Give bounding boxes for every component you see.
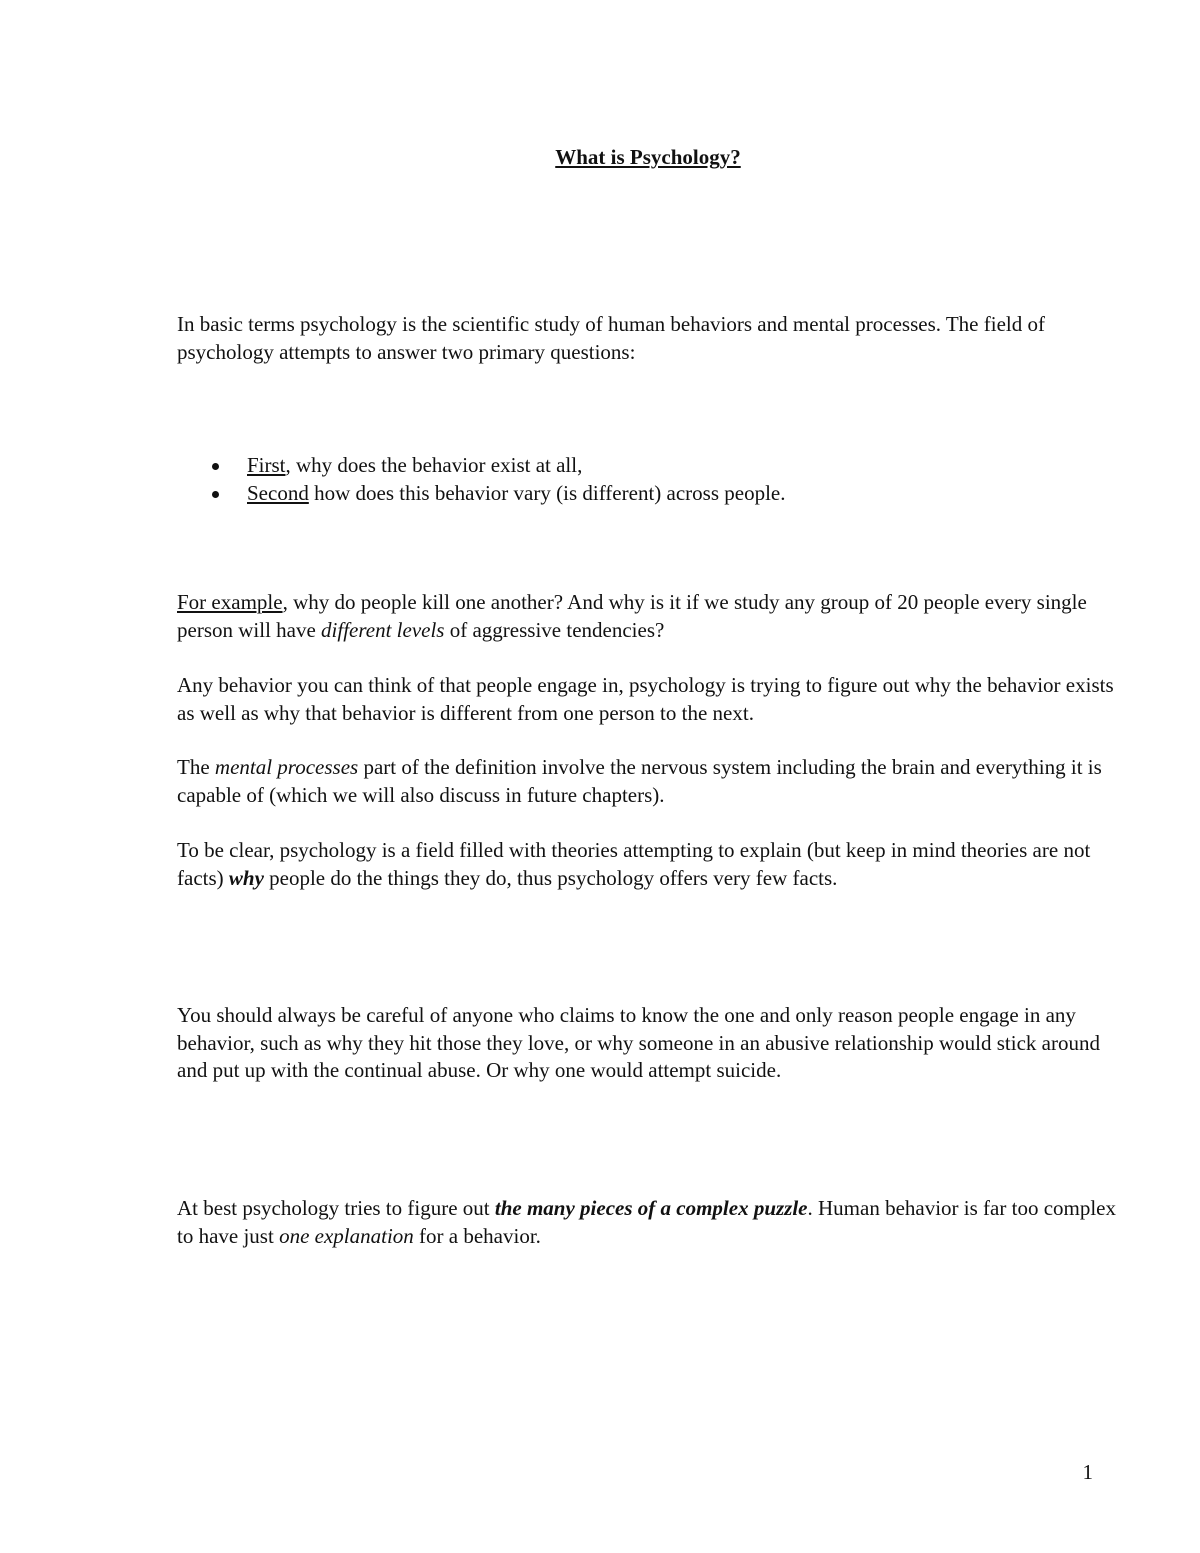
list-item [212,452,1112,480]
puzzle-text-2: . Human behavior is far too complex to have just [177,1196,1116,1248]
puzzle-emphasis: the many pieces of a complex puzzle [494,1196,808,1220]
careful-text: You should always be careful of anyone who claims to know the one and only reason people engage in any behavior, such as why they hit those they love, or why someone in an abusive relationship would stick around and put up with the continual abuse. Or why one would attempt suicide. [177,1003,1100,1082]
mental-emphasis: mental processes [214,755,359,779]
bullet-text: how does this behavior vary (is different) across people. [308,480,786,505]
bullet-icon [212,463,219,470]
list-item [212,480,1112,508]
intro-text: In basic terms psychology is the scientific study of human behaviors and mental processes. The field of psychology attempts to answer two primary questions: [177,312,1045,364]
puzzle-paragraph [177,1195,1117,1250]
any-behavior-text: Any behavior you can think of that people engage in, psychology is trying to figure out why the behavior exists as well as why that behavior is different from one person to the next. [177,673,1114,725]
example-lead: For example [177,590,283,614]
example-text-2: of aggressive tendencies? [444,617,665,642]
theories-text-1: To be clear, psychology is a field filled with theories attempting to explain (but keep in mind theories are not facts) [177,838,1091,890]
theories-text-2: people do the things they do, thus psychology offers very few facts. [263,865,838,890]
page-number: 1 [1082,1460,1093,1484]
puzzle-text-1: At best psychology tries to figure out [177,1196,495,1220]
mental-text-1: The [177,755,215,779]
bullet-icon [212,491,219,498]
page-title: What is Psychology? [555,145,741,169]
theories-emphasis: why [228,865,264,890]
puzzle-emphasis-2: one explanation [279,1223,414,1248]
mental-processes-paragraph [177,754,1117,809]
mental-text-2: part of the definition involve the nervous system including the brain and everything it is capable of (which we will also discuss in future chapters). [177,755,1102,807]
bullet-lead: First [247,453,286,477]
bullet-text: , why does the behavior exist at all, [285,453,583,477]
bullet-lead: Second [247,480,309,505]
example-text-1: , why do people kill one another? And why is it if we study any group of 20 people every single person will have [177,590,1087,642]
intro-paragraph [177,311,1117,366]
example-paragraph [177,589,1117,644]
careful-paragraph [177,1002,1117,1085]
question-list [212,452,1112,507]
theories-paragraph [177,837,1117,892]
puzzle-text-3: for a behavior. [413,1223,541,1248]
example-emphasis: different levels [321,617,445,642]
any-behavior-paragraph [177,672,1117,727]
